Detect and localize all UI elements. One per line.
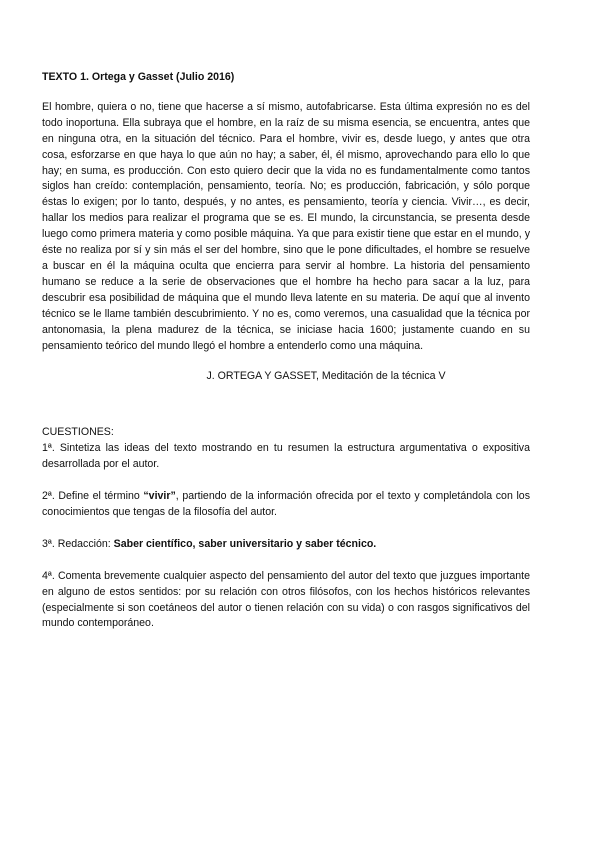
question-3: [42, 537, 530, 553]
citation: J. ORTEGA Y GASSET, Meditación de la técnica V: [206, 370, 446, 383]
question-1: 1ª. Sintetiza las ideas del texto mostrando en tu resumen la estructura argumentativa o expositiva desarrollada por el autor.: [42, 442, 530, 471]
exam-page: [42, 70, 530, 648]
question-2-term: “vivir”: [143, 490, 176, 503]
question-3-prefix: 3ª. Redacción:: [42, 537, 114, 550]
document-title: TEXTO 1. Ortega y Gasset (Julio 2016): [42, 71, 235, 83]
question-2-suffix: , partiendo de la información ofrecida por el texto y completándola con los conocimientos que tengas de la filosofía del autor.: [42, 490, 530, 518]
text-body: El hombre, quiera o no, tiene que hacerse a sí mismo, autofabricarse. Esta última expresión no es del todo inoportuna. Ella subraya que el hombre, en la raíz de su misma esencia, se encuentra, antes que en ninguna otra, en la situación del técnico. Para el hombre, vivir es, desde luego, y antes que otra cosa, esforzarse en que haya lo que aún no hay; a saber, él, él mismo, aprovechando para ello lo que hay; en suma, es producción. Con esto quiero decir que la vida no es fundamentalmente como tantos siglos han creído: contemplación, pensamiento, teoría. No; es producción, fabricación, y sólo porque éstas lo exigen; por lo tanto, después, y no antes, es pensamiento, teoría y ciencia. Vivir…, es decir, hallar los medios para realizar el programa que se es. El mundo, la circunstancia, se presenta desde luego como primera materia y como posible máquina. Ya que para existir tiene que estar en el mundo, y éste no realiza por sí y sin más el ser del hombre, sino que le pone dificultades, el hombre se resuelve a buscar en él la máquina oculta que encierra para servir al hombre. La historia del pensamiento humano se reduce a la serie de observaciones que el hombre ha hecho para sacar a la luz, para descubrir esa posibilidad de máquina que el mundo lleva latente en su materia. De aquí que al invento técnico se le llame también descubrimiento. Y no es, como veremos, una casualidad que la técnica por antonomasia, la plena madurez de la técnica, se iniciase hacia 1600; justamente cuando en su pensamiento teórico del mundo llegó el hombre a entenderlo como una máquina.: [42, 100, 530, 352]
question-3-topic: Saber científico, saber universitario y saber técnico.: [113, 537, 377, 550]
question-2: [42, 489, 530, 521]
question-4: 4ª. Comenta brevemente cualquier aspecto del pensamiento del autor del texto que juzgues importante en alguno de estos sentidos: por su relación con otros filósofos, con los hechos históricos relevantes (especialmente si son coetáneos del autor o tienen relación con su vida) o con rasgos significativos del mundo contemporáneo.: [42, 569, 530, 630]
questions-label: CUESTIONES:: [42, 426, 114, 439]
question-2-prefix: 2ª. Define el término: [42, 490, 144, 503]
